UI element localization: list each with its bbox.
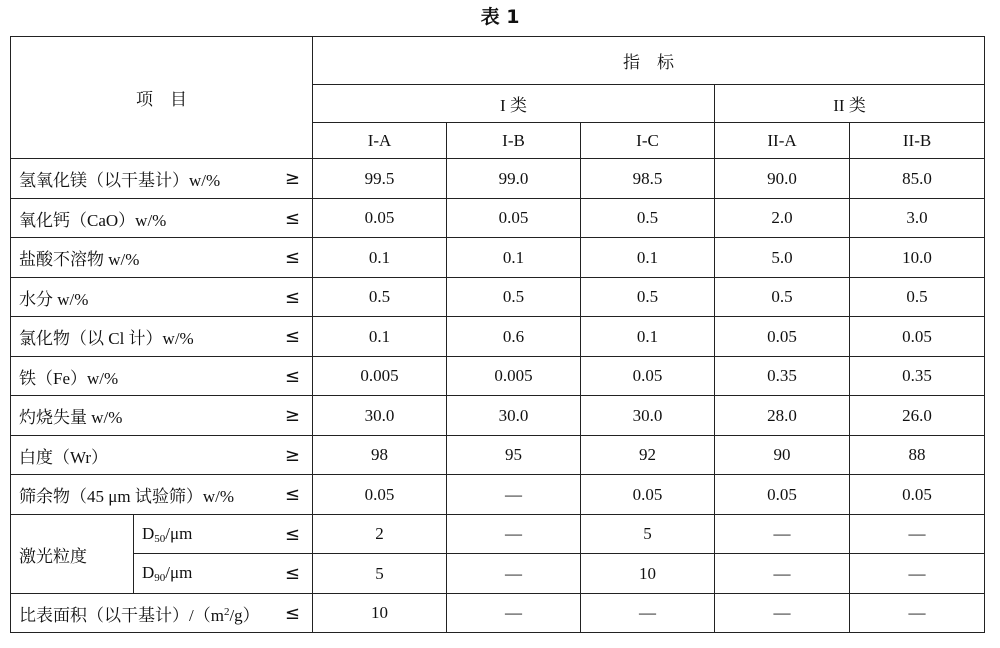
cell-value: — [447, 594, 581, 633]
d50-subscript: 50 [154, 532, 166, 545]
row-operator: ≥ [269, 159, 313, 199]
cell-value: 0.5 [850, 278, 985, 317]
cell-value: 0.05 [313, 199, 447, 238]
cell-value: 0.5 [715, 278, 850, 317]
cell-value: 88 [850, 436, 985, 475]
cell-value: 0.1 [447, 238, 581, 278]
row-label: 氯化物（以 Cl 计）w/% [11, 317, 269, 357]
cell-value: — [715, 554, 850, 594]
cell-value: — [447, 515, 581, 554]
table-row [11, 357, 985, 396]
row-operator: ≥ [269, 396, 313, 436]
cell-value: 10 [313, 594, 447, 633]
cell-value: 92 [581, 436, 715, 475]
cell-value: 5 [581, 515, 715, 554]
cell-value: 95 [447, 436, 581, 475]
row-label: 铁（Fe）w/% [11, 357, 269, 396]
cell-value: — [715, 515, 850, 554]
surface-label: 比表面积（以干基计）$/(m^2/g)$ [11, 594, 269, 633]
header-indicator: 指 标 [313, 37, 985, 85]
table-row [11, 199, 985, 238]
surface-superscript: 2 [223, 605, 230, 618]
row-label: 筛余物（45 μm 试验筛）w/% [11, 475, 269, 515]
table-caption: 表 1 [480, 6, 520, 28]
header-class-1: I 类 [313, 85, 715, 123]
table-row [11, 317, 985, 357]
cell-value: — [715, 594, 850, 633]
row-label: 白度（Wr） [11, 436, 269, 475]
table-row [11, 396, 985, 436]
grade-header: I-B [447, 123, 581, 159]
d90-subscript: 90 [154, 572, 166, 584]
cell-value: 0.05 [850, 475, 985, 515]
grade-header: II-B [850, 123, 985, 159]
row-label: 灼烧失量 w/% [11, 396, 269, 436]
cell-value: — [850, 554, 985, 594]
cell-value: 0.05 [715, 317, 850, 357]
cell-value: — [447, 554, 581, 594]
cell-value: 0.05 [581, 475, 715, 515]
table-row-laser-d90 [11, 554, 985, 594]
grade-header: I-A [313, 123, 447, 159]
cell-value: 0.5 [447, 278, 581, 317]
cell-value: — [850, 594, 985, 633]
row-operator: ≥ [269, 436, 313, 475]
cell-value: 28.0 [715, 396, 850, 436]
row-operator: ≤ [269, 317, 313, 357]
cell-value: 10 [581, 554, 715, 594]
row-operator: ≤ [269, 357, 313, 396]
cell-value: 85.0 [850, 159, 985, 199]
d90-label: $D_{90}/\mu m$ [134, 554, 269, 594]
cell-value: 90 [715, 436, 850, 475]
header-row-1 [11, 37, 985, 85]
table-row-laser-d50 [11, 515, 985, 554]
row-label: 氢氧化镁（以干基计）w/% [11, 159, 269, 199]
cell-value: 0.35 [715, 357, 850, 396]
cell-value: 0.05 [313, 475, 447, 515]
cell-value: 30.0 [313, 396, 447, 436]
table-row [11, 238, 985, 278]
cell-value: 98 [313, 436, 447, 475]
table-row [11, 436, 985, 475]
table-row-surface-area [11, 594, 985, 633]
cell-value: 0.5 [313, 278, 447, 317]
row-operator: ≤ [269, 238, 313, 278]
grade-header: II-A [715, 123, 850, 159]
row-operator: ≤ [269, 475, 313, 515]
row-label: 水分 w/% [11, 278, 269, 317]
row-label: 氧化钙（CaO）w/% [11, 199, 269, 238]
table-row [11, 475, 985, 515]
header-class-2: II 类 [715, 85, 985, 123]
header-item: 项 目 [11, 37, 313, 159]
cell-value: 99.5 [313, 159, 447, 199]
cell-value: 10.0 [850, 238, 985, 278]
cell-value: 0.05 [850, 317, 985, 357]
row-operator: ≤ [269, 515, 313, 554]
row-operator: ≤ [269, 278, 313, 317]
row-operator: ≤ [269, 554, 313, 594]
cell-value: 0.6 [447, 317, 581, 357]
cell-value: 0.5 [581, 278, 715, 317]
laser-label: 激光粒度 [11, 515, 134, 594]
cell-value: 3.0 [850, 199, 985, 238]
cell-value: 98.5 [581, 159, 715, 199]
cell-value: 30.0 [581, 396, 715, 436]
cell-value: 0.1 [313, 317, 447, 357]
cell-value: 0.1 [581, 238, 715, 278]
cell-value: 2.0 [715, 199, 850, 238]
table-row [11, 159, 985, 199]
cell-value: 0.005 [447, 357, 581, 396]
cell-value: 0.1 [581, 317, 715, 357]
cell-value: — [850, 515, 985, 554]
grade-header: I-C [581, 123, 715, 159]
row-operator: ≤ [269, 199, 313, 238]
cell-value: 0.5 [581, 199, 715, 238]
cell-value: 0.1 [313, 238, 447, 278]
cell-value: — [581, 594, 715, 633]
cell-value: 30.0 [447, 396, 581, 436]
cell-value: — [447, 475, 581, 515]
cell-value: 5.0 [715, 238, 850, 278]
cell-value: 99.0 [447, 159, 581, 199]
cell-value: 0.005 [313, 357, 447, 396]
cell-value: 0.35 [850, 357, 985, 396]
cell-value: 26.0 [850, 396, 985, 436]
row-operator: ≤ [269, 594, 313, 633]
spec-table [10, 36, 985, 633]
d50-label: $D_{50}/\mu m$ [134, 515, 269, 554]
cell-value: 90.0 [715, 159, 850, 199]
cell-value: 0.05 [715, 475, 850, 515]
cell-value: 0.05 [447, 199, 581, 238]
row-label: 盐酸不溶物 w/% [11, 238, 269, 278]
cell-value: 2 [313, 515, 447, 554]
cell-value: 0.05 [581, 357, 715, 396]
cell-value: 5 [313, 554, 447, 594]
table-row [11, 278, 985, 317]
